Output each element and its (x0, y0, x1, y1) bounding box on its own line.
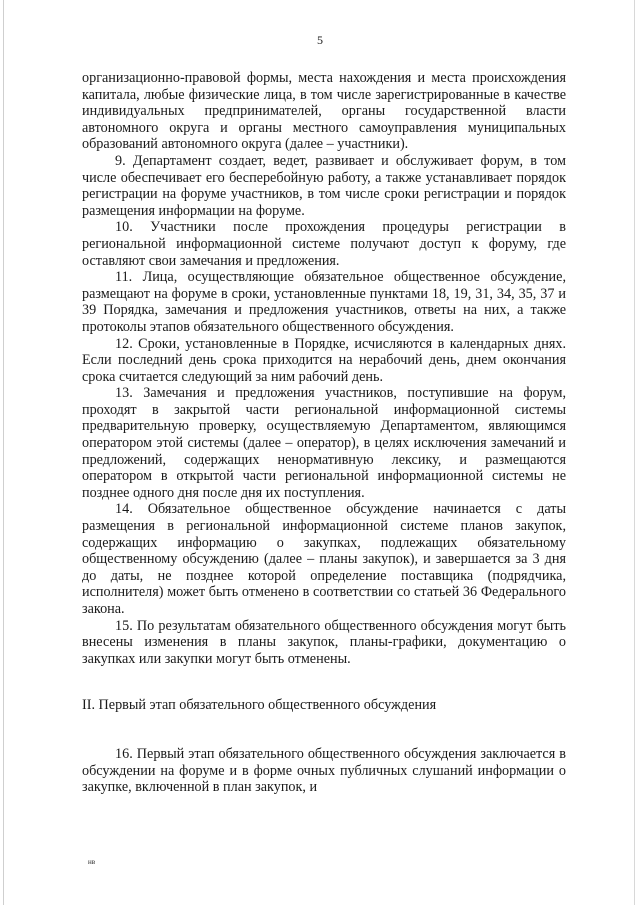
page-number: 5 (317, 33, 323, 47)
paragraph-10: 10. Участники после прохождения процедуры регистрации в региональной информационной системе получают доступ к форуму, где оставляют свои замечания и предложения. (82, 219, 566, 269)
paragraph-12: 12. Сроки, установленные в Порядке, исчисляются в календарных днях. Если последний день срока приходится на нерабочий день, днем окончания срока считается следующий за ним рабочий день. (82, 335, 566, 385)
document-body (82, 70, 566, 796)
paragraph-9: 9. Департамент создает, ведет, развивает и обслуживает форум, в том числе обеспечивает его бесперебойную работу, а также устанавливает порядок регистрации на форуме участников, в том числе сроки регистрации и порядок размещения информации на форуме. (82, 152, 566, 219)
scan-edge-right (634, 0, 635, 905)
section-title: II. Первый этап обязательного общественного обсуждения (82, 697, 437, 714)
paragraph-15: 15. По результатам обязательного общественного обсуждения могут быть внесены изменения в планы закупок, планы-графики, документацию о закупках или закупки могут быть отменены. (82, 617, 566, 667)
paragraph-11: 11. Лица, осуществляющие обязательное общественное обсуждение, размещают на форуме в сроки, установленные пунктами 18, 19, 31, 34, 35, 37 и 39 Порядка, замечания и предложения участников, ответы на них, а также протоколы этапов обязательного общественного обсуждения. (82, 269, 566, 335)
scan-edge-left (3, 0, 4, 905)
paragraph-13: 13. Замечания и предложения участников, поступившие на форум, проходят в закрытой части региональной информационной системы предварительную проверку, осуществляемую Департаментом, являющимся оператором этой системы (далее – оператор), в целях исключения замечаний и предложений, содержащих ненормативную лексику, и размещаются оператором в открытой части региональной информационной системы не позднее одного дня после дня их поступления. (82, 385, 566, 501)
paragraph-14: 14. Обязательное общественное обсуждение начинается с даты размещения в региональной информационной системе планов закупок, содержащих информацию о закупках, подлежащих обязательному общественному обсуждению (далее – планы закупок), и завершается за 3 дня до даты, не позднее которой определение поставщика (подрядчика, исполнителя) может быть отменено в соответствии со статьей 36 Федерального закона. (82, 501, 566, 617)
footer-mark: нв (88, 858, 96, 866)
paragraph-continuation: организационно-правовой формы, места нахождения и места происхождения капитала, любые физические лица, в том числе зарегистрированные в качестве индивидуальных предпринимателей, органы государственной власти автономного округа и органы местного самоуправления муниципальных образований автономного округа (далее – участники). (82, 70, 566, 153)
paragraph-16: 16. Первый этап обязательного общественного обсуждения заключается в обсуждении на форуме и в форме очных публичных слушаний информации о закупке, включенной в план закупок, и (82, 745, 566, 796)
